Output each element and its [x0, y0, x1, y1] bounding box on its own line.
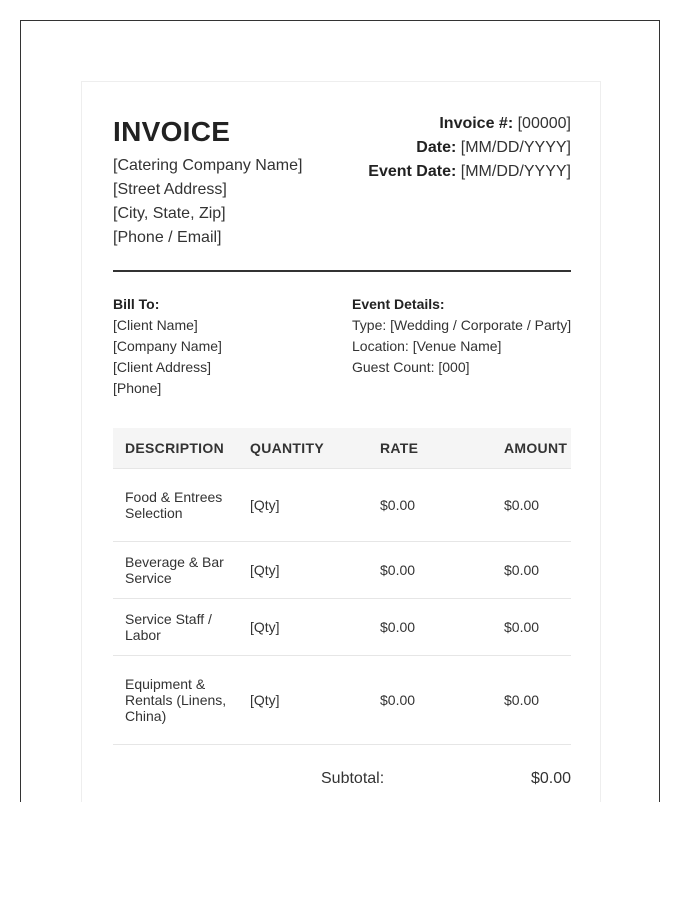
header-divider [113, 270, 571, 272]
event-date-label: Event Date: [368, 163, 457, 180]
row-description: Service Staff / Labor [113, 599, 238, 656]
row-quantity: [Qty] [238, 656, 368, 745]
parties-section [113, 294, 571, 404]
header-description: DESCRIPTION [113, 428, 238, 469]
invoice-date-row [368, 136, 571, 160]
row-rate: $0.00 [368, 469, 492, 542]
row-quantity: [Qty] [238, 469, 368, 542]
invoice-content [113, 82, 572, 787]
client-address: [Client Address] [113, 359, 212, 375]
table-row [113, 542, 571, 599]
company-contact: [Phone / Email] [113, 229, 222, 246]
row-quantity: [Qty] [238, 542, 368, 599]
table-header-row [113, 428, 571, 469]
subtotal-value: $0.00 [530, 770, 571, 787]
invoice-number-row [368, 112, 571, 136]
company-info [113, 154, 302, 250]
invoice-header [113, 82, 571, 272]
invoice-number-value: [00000] [517, 115, 571, 132]
header-rate: RATE [368, 428, 492, 469]
company-city: [City, State, Zip] [113, 205, 226, 222]
invoice-number-label: Invoice #: [439, 115, 514, 132]
client-company: [Company Name] [113, 338, 222, 354]
invoice-card [81, 81, 601, 802]
event-details-block [352, 294, 571, 378]
event-date-row [368, 160, 571, 184]
row-description: Food & Entrees Selection [113, 469, 238, 542]
company-street: [Street Address] [113, 181, 227, 198]
document-page [20, 20, 660, 802]
row-amount: $0.00 [492, 469, 571, 542]
invoice-title: INVOICE [113, 116, 231, 147]
client-phone: [Phone] [113, 380, 162, 396]
event-location: Location: [Venue Name] [352, 338, 502, 354]
row-quantity: [Qty] [238, 599, 368, 656]
event-guest-count: Guest Count: [000] [352, 359, 470, 375]
header-quantity: QUANTITY [238, 428, 368, 469]
table-row [113, 469, 571, 542]
bill-to-heading: Bill To: [113, 296, 160, 312]
company-name: [Catering Company Name] [113, 157, 303, 174]
row-rate: $0.00 [368, 599, 492, 656]
event-details-heading: Event Details: [352, 296, 445, 312]
row-rate: $0.00 [368, 542, 492, 599]
table-row [113, 656, 571, 745]
invoice-date-label: Date: [416, 139, 457, 156]
row-amount: $0.00 [492, 542, 571, 599]
bill-to-block [113, 294, 222, 399]
client-name: [Client Name] [113, 317, 198, 333]
invoice-date-value: [MM/DD/YYYY] [460, 139, 571, 156]
line-items-table [113, 428, 571, 745]
subtotal-label: Subtotal: [321, 770, 385, 787]
row-amount: $0.00 [492, 656, 571, 745]
row-description: Beverage & Bar Service [113, 542, 238, 599]
event-date-value: [MM/DD/YYYY] [460, 163, 571, 180]
header-amount: AMOUNT [492, 428, 571, 469]
table-row [113, 599, 571, 656]
invoice-meta [368, 112, 571, 184]
row-description: Equipment & Rentals (Linens, China) [113, 656, 238, 745]
row-rate: $0.00 [368, 656, 492, 745]
event-type: Type: [Wedding / Corporate / Party] [352, 317, 572, 333]
row-amount: $0.00 [492, 599, 571, 656]
